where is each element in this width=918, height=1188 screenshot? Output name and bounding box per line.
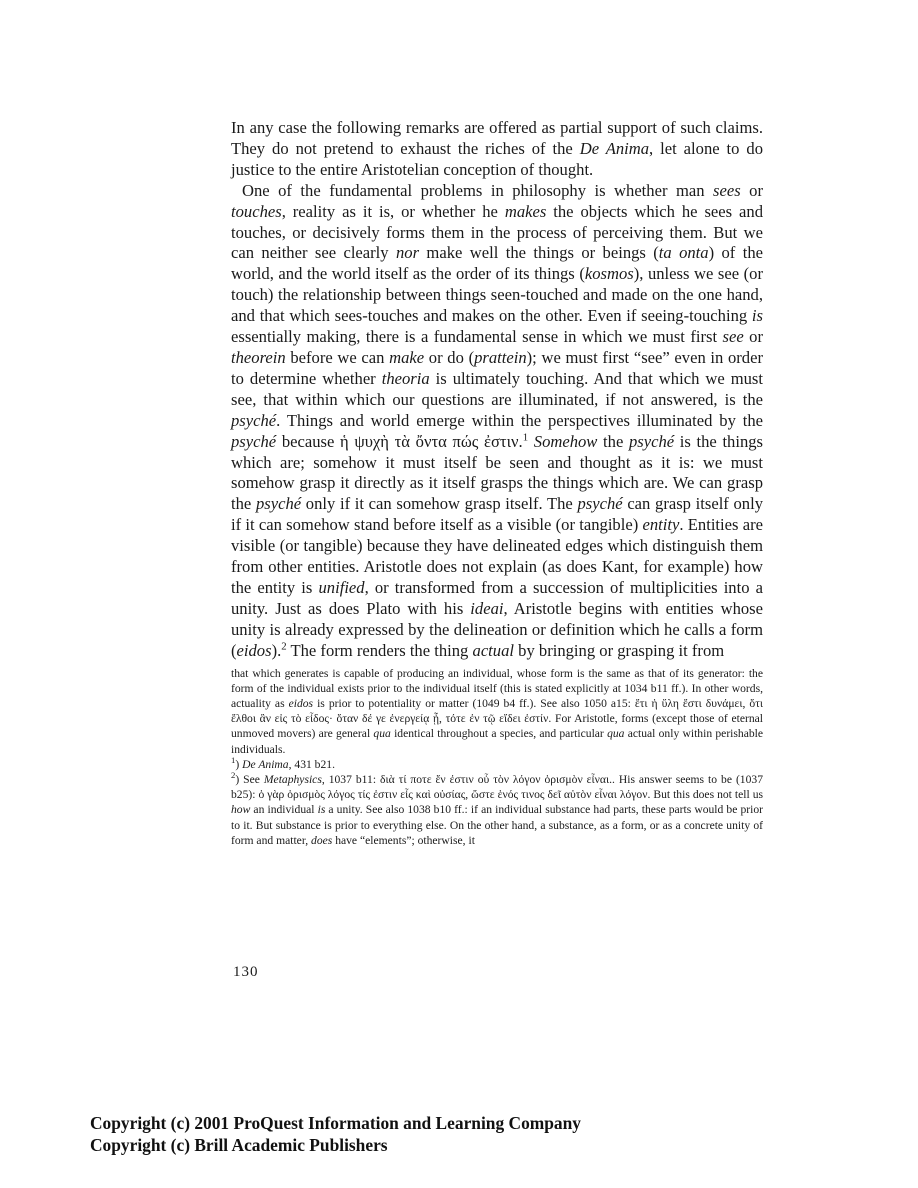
- text-run: that which generates is capable of producing an individual, whose form is the same as that of its generator: the form of the individual exists prior to the individual itself (this is stated explicitly at 1034 b11 ff.). In other words, actuality as: [231, 666, 763, 710]
- text-run: actual only within perishable individuals.: [231, 727, 764, 756]
- text-run: . Entities are visible (or tangible) because they have delineated edges which distinguish them from other entities. Aristotle does not explain (as does Kant, for example) how the entity is: [231, 515, 763, 597]
- copyright-line-1: Copyright (c) 2001 ProQuest Information and Learning Company: [90, 1113, 581, 1133]
- italic-run: eidos: [288, 696, 314, 710]
- italic-run: kosmos: [584, 264, 634, 284]
- italic-run: psyché: [255, 494, 302, 514]
- text-run: is prior to potentiality or matter (1049 b4 ff.). See also 1050 a15: ἔτι ἡ ὕλη ἔστι δυνάμει, ὅτι ἔλθοι ἂν εἰς τὸ εἶδος· ὅταν δέ γε ἐνεργείᾳ ᾖ, τότε ἐν τῷ εἴδει ἐστίν. For Aristotle, forms (except those of eternal unmoved movers) are general: [231, 696, 764, 741]
- italic-run: ta onta: [658, 243, 709, 263]
- text-run: an individual: [250, 803, 318, 817]
- footnote-continued: [231, 666, 763, 757]
- italic-run: De Anima: [579, 138, 650, 158]
- italic-run: ideai: [470, 598, 504, 618]
- page-text: [231, 118, 763, 848]
- page-number: 130: [233, 964, 259, 980]
- italic-run: prattein: [474, 347, 527, 367]
- text-run: is ultimately touching. And that which we must see, that within which our questions are illuminated, if not answered, is the: [231, 368, 763, 409]
- italic-run: unified: [318, 577, 365, 597]
- text-run: ): [235, 757, 243, 771]
- text-run: , let alone to do justice to the entire Aristotelian conception of thought.: [231, 138, 764, 179]
- footnote-2-text: [231, 773, 763, 847]
- footnote-reference: 1: [522, 431, 529, 444]
- italic-run: psyché: [577, 494, 623, 514]
- italic-run: is: [317, 803, 326, 817]
- footnote-2-marker: 2: [231, 770, 236, 781]
- text-run: ).: [271, 640, 282, 660]
- text-run: the objects which he sees and touches, or decisively forms them in the process of perceiving them. But we can neither see clearly: [231, 201, 763, 263]
- italic-run: nor: [395, 243, 420, 263]
- italic-run: theoria: [381, 368, 430, 388]
- text-run: In any case the following remarks are offered as partial support of such claims. They do not pretend to exhaust the riches of the: [231, 118, 763, 158]
- text-run: make well the things or beings (: [419, 243, 659, 263]
- footnotes: [231, 666, 763, 848]
- text-run: One of the fundamental problems in philosophy is whether man: [242, 180, 714, 200]
- italic-run: De Anima: [242, 757, 289, 771]
- italic-run: qua: [607, 727, 625, 741]
- italic-run: sees: [713, 180, 741, 200]
- italic-run: psyché: [628, 431, 675, 451]
- text-run: , Aristotle begins with entities whose unity is already expressed by the delineation or definition which he calls a form (: [231, 598, 763, 660]
- text-run: , 1037 b11: διὰ τί ποτε ἕν ἐστιν οὗ τὸν λόγον ὁρισμὸν εἶναι.. His answer seems to be (1037 b25): ὁ γὰρ ὁρισμὸς λόγος τίς ἐστιν εἷς καὶ οὐσίας, ὥστε ἑνός τινος δεῖ αὐτὸν εἶναι λόγον. But this does not tell us: [231, 772, 763, 802]
- footnote-1-text: [235, 758, 335, 771]
- paragraph-2: [231, 181, 763, 662]
- italic-run: see: [722, 327, 744, 347]
- italic-run: touches: [231, 201, 282, 221]
- footnote-1-marker: 1: [231, 754, 236, 765]
- italic-run: theorein: [231, 347, 286, 367]
- italic-run: does: [311, 833, 333, 847]
- text-run: before we can: [285, 347, 390, 367]
- italic-run: make: [389, 347, 425, 367]
- italic-run: actual: [472, 640, 514, 660]
- text-run: , 431 b21.: [288, 757, 335, 771]
- footnote-reference: 2: [281, 640, 287, 653]
- text-run: ) See: [235, 772, 264, 786]
- text-run: , reality as it is, or whether he: [281, 201, 505, 221]
- italic-run: entity: [642, 515, 680, 535]
- text-run: ), unless we see (or touch) the relationship between things seen-touched and made on the one hand, and that which sees-touches and makes on the other. Even if seeing-touching: [231, 264, 764, 326]
- body-text: [231, 118, 763, 662]
- italic-run: psyché: [231, 431, 277, 451]
- text-run: , or transformed from a succession of multiplicities into a unity. Just as does Plato with his: [231, 577, 763, 618]
- text-run: ) of the world, and the world itself as the order of its things (: [231, 243, 763, 284]
- text-run: ); we must first “see” even in order to determine whether: [231, 347, 763, 388]
- text-run: have “elements”; otherwise, it: [332, 833, 475, 847]
- text-run: can grasp itself only if it can somehow stand before itself as a visible (or tangible): [231, 494, 764, 535]
- italic-run: eidos: [236, 640, 272, 660]
- text-run: is the things which are; somehow it must itself be seen and thought as it is: we must somehow grasp it directly as it itself grasps the things which are. We can grasp the: [231, 431, 764, 514]
- text-run: a unity. See also 1038 b10 ff.: if an individual substance had parts, these parts would be prior to it. But substance is prior to everything else. On the other hand, a substance, as a form, or as a concrete unity of form and matter,: [231, 803, 764, 847]
- text-run: identical throughout a species, and particular: [390, 727, 608, 741]
- text-run: by bringing or grasping it from: [514, 640, 725, 660]
- text-run: . Things and world emerge within the perspectives illuminated by the: [276, 410, 763, 430]
- italic-run: makes: [504, 201, 547, 221]
- italic-run: qua: [373, 727, 391, 741]
- text-run: or: [740, 180, 763, 200]
- paragraph-1: [231, 118, 763, 181]
- footnote-2: [231, 772, 763, 848]
- text-run: only if it can somehow grasp itself. The: [301, 494, 578, 514]
- italic-run: Metaphysics: [263, 772, 322, 786]
- italic-run: is: [751, 306, 763, 326]
- text-run: or do (: [424, 347, 475, 367]
- italic-run: psyché: [231, 410, 277, 430]
- copyright-notice: [90, 1112, 581, 1156]
- italic-run: how: [231, 803, 251, 817]
- text-run: essentially making, there is a fundamental sense in which we must first: [231, 327, 723, 347]
- text-run: or: [743, 327, 763, 347]
- footnote-1: [231, 754, 763, 772]
- text-run: the: [597, 431, 629, 451]
- italic-run: Somehow: [533, 431, 598, 451]
- text-run: The form renders the thing: [286, 640, 473, 660]
- text-run: because ἡ ψυχὴ τὰ ὄντα πώς ἐστιν.: [276, 431, 523, 451]
- copyright-line-2: Copyright (c) Brill Academic Publishers: [90, 1135, 388, 1155]
